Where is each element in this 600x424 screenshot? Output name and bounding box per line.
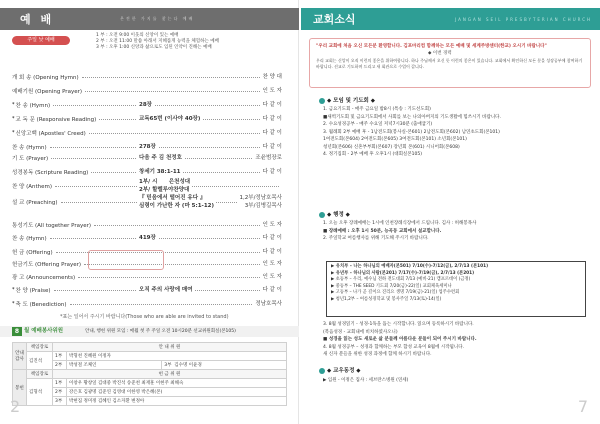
- worship-row-leader: 인 도 자: [262, 222, 282, 228]
- meetings-heading: ◆ 모임 및 기도회 ◆: [319, 96, 375, 104]
- page-number-left: 2: [10, 397, 21, 416]
- table-cell: 책임장로: [27, 370, 53, 379]
- table-cell: 1부: [53, 379, 67, 388]
- news-title: 교회소식: [313, 13, 356, 26]
- worship-row: [12, 167, 282, 177]
- admin-heading: ◆ 행정 ◆: [319, 210, 350, 218]
- worship-row-label: 헌 금 (Offering): [12, 250, 53, 256]
- table-row: [13, 397, 287, 406]
- table-row: [13, 343, 287, 352]
- worship-row: [12, 142, 282, 152]
- service-committee-header: [0, 326, 299, 337]
- worship-row-label: 교 독 문 (Responsive Reading): [15, 117, 97, 123]
- worship-row-leader: 다 같 이: [262, 169, 282, 175]
- worship-row-label: 찬 송 (Hymn): [12, 145, 47, 151]
- list-item: ■ 성경을 읽는 성도 새로운 삶 분들께 아름다운 분들이 되어 주시기 바랍니다.: [323, 337, 477, 342]
- worship-subtitle: 온전한 가지를 찾는다 예배: [120, 16, 195, 21]
- list-item: ▶ 중등부 – THE SEED 기도회 7/20(금)-22(일) 교회체육세미나: [331, 283, 452, 289]
- worship-row-label: 성경봉독 (Scripture Reading): [12, 170, 89, 176]
- worship-row-label: 신앙고백 (Apostles' Creed): [15, 131, 86, 137]
- stand-star-icon: *: [12, 287, 15, 293]
- worship-row-detail: 278장: [139, 144, 156, 150]
- worship-row-detail: 419장: [139, 235, 156, 241]
- worship-row: [12, 299, 282, 309]
- list-item: ■새벽기도회 및 금요기도회에서 사회를 보는 나의아버지의 기도생활에 힘쓰시기 바랍니다.: [323, 114, 501, 120]
- service-times: [96, 33, 219, 51]
- worship-header: [0, 8, 299, 30]
- table-cell: 박성철 조체인: [67, 361, 162, 370]
- list-item: ▶ 청년1,2부 – 여름성경학교 및 봉사주일 7/13(토)-14(일): [331, 296, 442, 302]
- welcome-notice: [309, 38, 591, 88]
- worship-row-detail: 교독65번 (이사야 40장): [139, 116, 201, 122]
- stand-note: *표는 일어서 주시기 바랍니다(Those who are able are invited to stand): [60, 314, 229, 320]
- list-item: 3. 8월 성경읽기 - 성경-1독을 돕는 시작합니다. 읽으며 등록하시기 바랍니다.: [323, 322, 474, 327]
- committee-table: [12, 342, 287, 406]
- notice-body: 우리 교회는 신앙이 오직 이런의 좋은을 위하여합니다. 하나 주님께서 오신 듯 이런의 좋은이 있습니다. 교회에서 확인하신 모든 분을 성장공부에 참여하기 바랍니다. 선교로 기도하며 드리고 새 회관으로 수업이 갑니다.: [316, 58, 583, 69]
- section-dot-icon: [319, 98, 325, 104]
- dotted-leader: [70, 304, 253, 305]
- worship-row-detail: 오직 주의 사랑에 매여: [139, 287, 193, 293]
- list-item: 4. 8월 성경공부 – 성경과 함께하는 부모 합성 교육이 8월에 시작됩니다.: [323, 344, 465, 350]
- table-row: [13, 352, 287, 361]
- worship-row-leader: 인 도 자: [262, 274, 282, 280]
- worship-row-leader: 다 같 이: [262, 144, 282, 150]
- worship-row: [12, 285, 282, 295]
- welcome-line: "우리 교회에 처음 오신 모든분 환영합니다. 김포마리컴 함께하는 모든 예배 및 세계주방센터(한교) 오시기 바랍니다": [316, 44, 547, 49]
- worship-row-label: 통성기도 (All together Prayer): [12, 223, 92, 229]
- table-cell: 안내 감사: [13, 343, 27, 370]
- worship-row: [12, 272, 282, 282]
- list-item: 1. 오늘 오후 장례예배는 1시에 인천장례식장에서 드립니다. 김사 : 허해봉목사: [323, 221, 477, 226]
- list-item: 3. 월례회 2부 예배 후 - 1남전도회(봉사실-본601) 2남전도회(본602) 남연초도회(본101): [323, 129, 500, 135]
- table-cell: 3부: [53, 397, 67, 406]
- worship-row-leader: 인 도 자: [262, 261, 282, 267]
- worship-row: [12, 114, 282, 124]
- list-item: ■ 장례예배 : 오후 1시 50분, 능곡동 교회에서 설교합니다.: [323, 228, 442, 234]
- list-item: 1. 금요기도회 - 매주 금요일 밤8시 (특송 : 기도선도회): [323, 107, 431, 112]
- table-cell: 박현집 정미정 김혜인 김소자환 변정아: [67, 397, 287, 406]
- worship-row-leader: 다 같 이: [262, 287, 282, 293]
- admin-list: [323, 220, 476, 243]
- time-3: 3 부 : 오후 1:00 신앙과 삶으로도 입된 인약이 진해는 예배: [96, 45, 212, 50]
- table-cell: 1부: [53, 352, 67, 361]
- stand-star-icon: *: [12, 301, 15, 307]
- table-cell: 2부: [53, 388, 67, 397]
- stand-star-icon: *: [12, 130, 15, 136]
- church-name: JANGAN SEIL PRESBYTERIAN CHURCH: [455, 16, 592, 22]
- list-item: 새 신자 분들을 위한 성경 과정에 함께 하시기 바랍니다.: [323, 352, 432, 357]
- dotted-leader: [85, 91, 260, 92]
- table-cell: 이창우 황창일 김대중 박진석 송준천 최재훈 이현주 최해숙: [67, 379, 287, 388]
- table-cell: 박형천 진혜원 이정자: [67, 352, 287, 361]
- list-item: ▶ 초등부 – 우리, 예수님 전하 전도대회 7/13 (예비-21) 캠프르데이 (금정): [331, 277, 471, 282]
- left-page: [0, 0, 299, 424]
- worship-row-label: 기 도 (Prayer): [12, 156, 49, 162]
- worship-row: [12, 100, 282, 110]
- page-number-right: 7: [577, 397, 588, 416]
- list-item: (복음성경 - 교회내에 비치하였사오니): [323, 329, 398, 335]
- worship-row-label: 설 교 (Preaching): [12, 200, 58, 206]
- list-item: ▶ 고등부 – 나가 곧 길이요 진리요 생명 7/19(금)-21(일) 업주수련회: [331, 290, 460, 295]
- table-row: [13, 361, 287, 370]
- worship-row-label: 축 도 (Benediction): [15, 302, 67, 308]
- committee-desc: 안내, 행헌 위원 모임 : 매월 첫 주 주일 오전 10시20분 선교위원회실(본105): [85, 329, 236, 334]
- news-header: [301, 8, 600, 30]
- time-1: 1 부 : 오전 9:00 이웃의 신앙이 있는 예배: [96, 33, 179, 38]
- worship-row-leader: 다 같 이: [262, 249, 282, 255]
- worship-row: [12, 128, 282, 138]
- worship-title: 예 배: [20, 13, 55, 26]
- dotted-leader: [82, 77, 260, 78]
- table-cell: 헌 금 위 원: [53, 370, 287, 379]
- table-cell: 김형석: [27, 379, 53, 406]
- table-cell: 강은호 김광명 김준연 김영대 이한영 박은혜(본): [67, 388, 287, 397]
- worship-row-label: 찬 양 (Anthem): [12, 184, 53, 190]
- meetings-list: [323, 106, 501, 159]
- table-cell: 책임장로: [27, 343, 53, 352]
- section-dot-icon: [319, 368, 325, 374]
- list-item: ▶ 유치부 – 나는 하나님의 예배자(본501) 7/10(수)-7/12(금), 2/7/13 (본101): [331, 264, 489, 269]
- summer-events-box: [326, 261, 586, 317]
- worship-row-label: 개 회 송 (Opening Hymn): [12, 75, 79, 81]
- worship-row-label: 헌금기도 (Offering Prayer): [12, 262, 82, 268]
- members-news-list: [323, 377, 408, 385]
- admin-list-continued: [323, 321, 477, 359]
- worship-row-leader: 다 같 이: [262, 102, 282, 108]
- stand-star-icon: *: [12, 102, 15, 108]
- list-item: ▶ 유년부 – 하나님의 사람(본201) 7/17(수)-7/19(금), 2/7/13 (본201): [331, 270, 475, 276]
- worship-row-leader: 찬 양 대: [262, 74, 282, 80]
- worship-row-leader: 다 같 이: [262, 116, 282, 122]
- notice-subheading: ◆ 이번 경력: [428, 51, 452, 56]
- worship-row-detail: 1부/ 시 은천성대 2부/ 할렐루야찬양대: [139, 179, 191, 193]
- members-news-heading: ◆ 교우동정 ◆: [319, 366, 361, 374]
- worship-row-detail: 다음 주 김 천정호: [139, 155, 182, 161]
- table-cell: 봉헌: [13, 370, 27, 406]
- worship-row: [12, 197, 282, 207]
- table-cell: 김진석: [27, 352, 53, 370]
- dotted-leader: [89, 133, 260, 134]
- table-cell: 안 내 위 원: [53, 343, 287, 352]
- worship-row-detail: 『 믿음에서 떨어진 유다 』 심령이 가난한 자 (마 5:1-12): [139, 195, 214, 209]
- worship-row: [12, 181, 282, 191]
- worship-row: [12, 220, 282, 230]
- right-page: [301, 0, 600, 424]
- worship-row-leader: 다 같 이: [262, 130, 282, 136]
- table-row: [13, 388, 287, 397]
- worship-row-detail: 창세기 38:1-11: [139, 169, 181, 175]
- dotted-leader: [53, 105, 259, 106]
- worship-row-leader: 조윤범장로: [255, 155, 282, 161]
- dotted-leader: [78, 277, 259, 278]
- list-item: 2. 주일학교 여름행사를 위해 기도해 주시기 바랍니다.: [323, 236, 429, 241]
- worship-row: [12, 72, 282, 82]
- worship-row-detail: 28장: [139, 102, 152, 108]
- worship-row-leader: 인 도 자: [262, 88, 282, 94]
- worship-row-leader: 1,2부/정남호목사 3부/김병길목사: [239, 195, 282, 209]
- list-item: ▶ 입원 - 이정은 집사 : 세브란스병원 (연세): [323, 378, 409, 383]
- table-row: [13, 370, 287, 379]
- table-cell: 3부 김수명 이윤경: [162, 361, 287, 370]
- dotted-leader: [94, 225, 260, 226]
- service-pill: 주일 낮 예배: [12, 36, 70, 45]
- committee-title: 월 예배봉사위원: [24, 328, 64, 334]
- sermon-title-box: [88, 250, 164, 270]
- worship-row-leader: 정남호목사: [255, 301, 282, 307]
- section-dot-icon: [319, 212, 325, 218]
- worship-row-label: 찬 송 (Hymn): [12, 236, 47, 242]
- list-item: 2. 수요성경공부 - 매주 수요일 저녁7시30분 (출애굽기): [323, 122, 433, 127]
- list-item: 청년회(본606) 신혼부부회(본607) 장년회 본(601) 시니어회(본608): [323, 144, 460, 150]
- list-item: 1여전도회(본604) 2여전도회(본605) 3여전도회(본101) 소년회(본101): [323, 137, 467, 142]
- table-row: [13, 379, 287, 388]
- worship-row-label: 찬 양 (Praise): [15, 288, 51, 294]
- worship-row-label: 광 고 (Announcements): [12, 275, 76, 281]
- month-number: 8: [12, 327, 22, 336]
- stand-star-icon: *: [12, 116, 15, 122]
- worship-row-leader: 다 같 이: [262, 235, 282, 241]
- worship-row-label: 예배기원 (Opening Prayer): [12, 89, 82, 95]
- worship-row: [12, 86, 282, 96]
- list-item: 4. 정기집회 - 2부 예배 후 오후1시 (대회실본105): [323, 152, 422, 157]
- worship-row: [12, 233, 282, 243]
- worship-row: [12, 153, 282, 163]
- worship-row-label: 찬 송 (Hymn): [15, 103, 51, 109]
- table-cell: 2부: [53, 361, 67, 370]
- time-2: 2 부 : 오전 11:00 말씀 아래서 지혜롭게 능력을 체험하는 예배: [96, 39, 219, 44]
